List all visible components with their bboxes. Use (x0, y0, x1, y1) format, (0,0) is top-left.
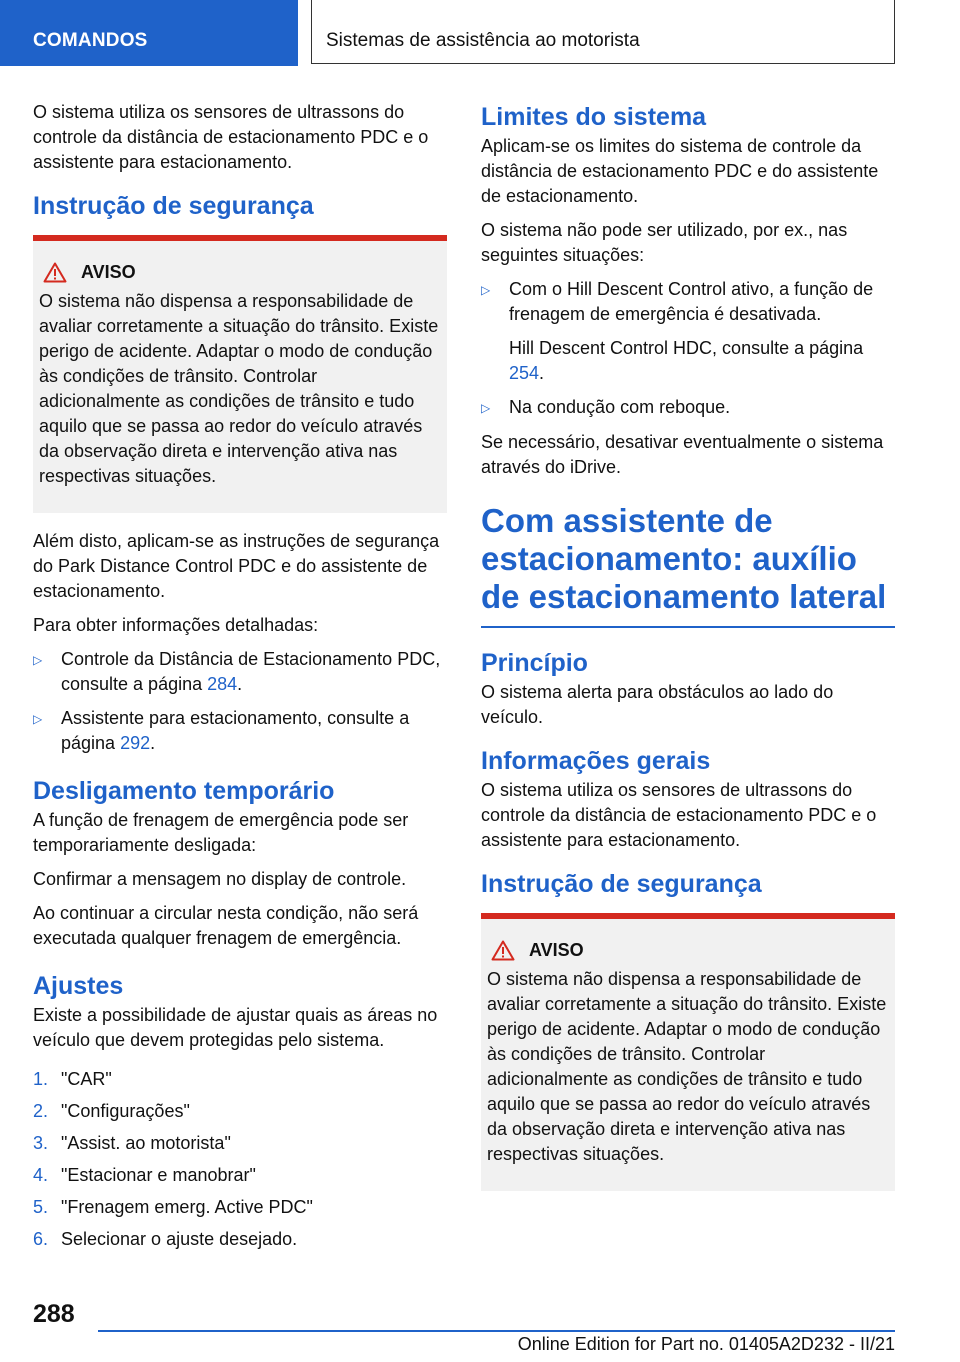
triangle-bullet-icon: ▷ (33, 653, 43, 667)
list-item: ▷ Na condução com reboque. (481, 395, 895, 421)
limits-heading: Limites do sistema (481, 103, 707, 131)
warning-box (33, 235, 447, 513)
temp-heading: Desligamento temporário (33, 777, 335, 805)
left-column (33, 100, 447, 1259)
list-subitem: Hill Descent Control HDC, consulte a página 254. (509, 338, 864, 383)
page-link-292[interactable]: 292 (120, 733, 151, 753)
heading-rule (481, 626, 895, 628)
triangle-bullet-icon: ▷ (481, 283, 491, 297)
warning-box (481, 913, 895, 1191)
adjustments-heading: Ajustes (33, 972, 124, 1000)
triangle-bullet-icon: ▷ (481, 401, 491, 415)
step-item: 1. "CAR" (33, 1069, 112, 1089)
step-item: 2. "Configurações" (33, 1101, 190, 1121)
list-item: ▷ Controle da Distância de Estacionamento PDC, consulte a página 284. (33, 647, 447, 697)
edition-note: Online Edition for Part no. 01405A2D232 - II/21 (517, 1334, 895, 1354)
temp-paragraph-1: A função de frenagem de emergência pode ser temporariamente desligada: (33, 810, 409, 855)
also-paragraph: Além disto, aplicam-se as instruções de segurança do Park Distance Control PDC e do assistente de estacionamento. (33, 531, 440, 601)
general-paragraph: O sistema utiliza os sensores de ultrassons do controle da distância de estacionamento PDC e o assistente para estacionamento. (481, 779, 877, 850)
general-heading: Informações gerais (481, 746, 711, 775)
section-tab (0, 0, 298, 66)
safety-heading: Instrução de segurança (481, 869, 762, 898)
warning-title: AVISO (529, 939, 584, 960)
step-item: 4. "Estacionar e manobrar" (33, 1165, 256, 1185)
safety-heading: Instrução de segurança (33, 192, 314, 220)
warning-triangle-icon (491, 940, 515, 961)
step-item: 3. "Assist. ao motorista" (33, 1133, 231, 1153)
adjustments-paragraph: Existe a possibilidade de ajustar quais as áreas no veículo que devem protegidas pelo sistema. (33, 1005, 438, 1050)
intro-paragraph: O sistema utiliza os sensores de ultrassons do controle da distância de estacionamento PDC e o assistente para estacionamento. (33, 102, 429, 172)
section-title: COMANDOS (33, 30, 148, 51)
warning-triangle-icon (43, 262, 67, 283)
warning-title: AVISO (81, 262, 136, 282)
list-item: ▷ Com o Hill Descent Control ativo, a função de frenagem de emergência é desativada. (481, 277, 895, 327)
warning-text: O sistema não dispensa a responsabilidade de avaliar corretamente a situação do trânsito. Existe perigo de acidente. Adaptar o modo de condução às condições de trânsito. Controlar adicionalmente as condições de trânsito e tudo aquilo que se passa ao redor do veículo através da observação direta e intervenção ativa nas respectivas situações. (39, 291, 439, 486)
right-column (481, 100, 895, 1207)
page-link-254[interactable]: 254 (509, 363, 540, 383)
page-number: 288 (33, 1300, 75, 1328)
step-item: 5. "Frenagem emerg. Active PDC" (33, 1197, 313, 1217)
limits-paragraph-1: Aplicam-se os limites do sistema de controle da distância de estacionamento PDC e do assistente de estacionamento. (481, 136, 879, 206)
temp-paragraph-3: Ao continuar a circular nesta condição, não será executada qualquer frenagem de emergência. (33, 903, 419, 948)
chapter-title: Sistemas de assistência ao motorista (326, 30, 640, 51)
temp-paragraph-2: Confirmar a mensagem no display de controle. (33, 869, 407, 889)
triangle-bullet-icon: ▷ (33, 712, 43, 726)
details-paragraph: Para obter informações detalhadas: (33, 615, 319, 635)
main-heading: Com assistente de estacionamento: auxílio de estacionamento lateral (481, 502, 887, 615)
chapter-header (311, 0, 895, 64)
principle-heading: Princípio (481, 648, 588, 677)
step-item: 6. Selecionar o ajuste desejado. (33, 1229, 298, 1249)
warning-text: O sistema não dispensa a responsabilidade de avaliar corretamente a situação do trânsito. Existe perigo de acidente. Adaptar o modo de condução às condições de trânsito. Controlar adicionalmente as condições de trânsito e tudo aquilo que se passa ao redor do veículo através da observação direta e intervenção ativa nas respectivas situações. (487, 968, 887, 1164)
list-item: ▷ Assistente para estacionamento, consulte a página 292. (33, 706, 447, 756)
deactivate-paragraph: Se necessário, desativar eventualmente o sistema através do iDrive. (481, 432, 884, 477)
limits-paragraph-2: O sistema não pode ser utilizado, por ex., nas seguintes situações: (481, 220, 848, 265)
principle-paragraph: O sistema alerta para obstáculos ao lado do veículo. (481, 681, 834, 727)
page-link-284[interactable]: 284 (207, 674, 238, 694)
